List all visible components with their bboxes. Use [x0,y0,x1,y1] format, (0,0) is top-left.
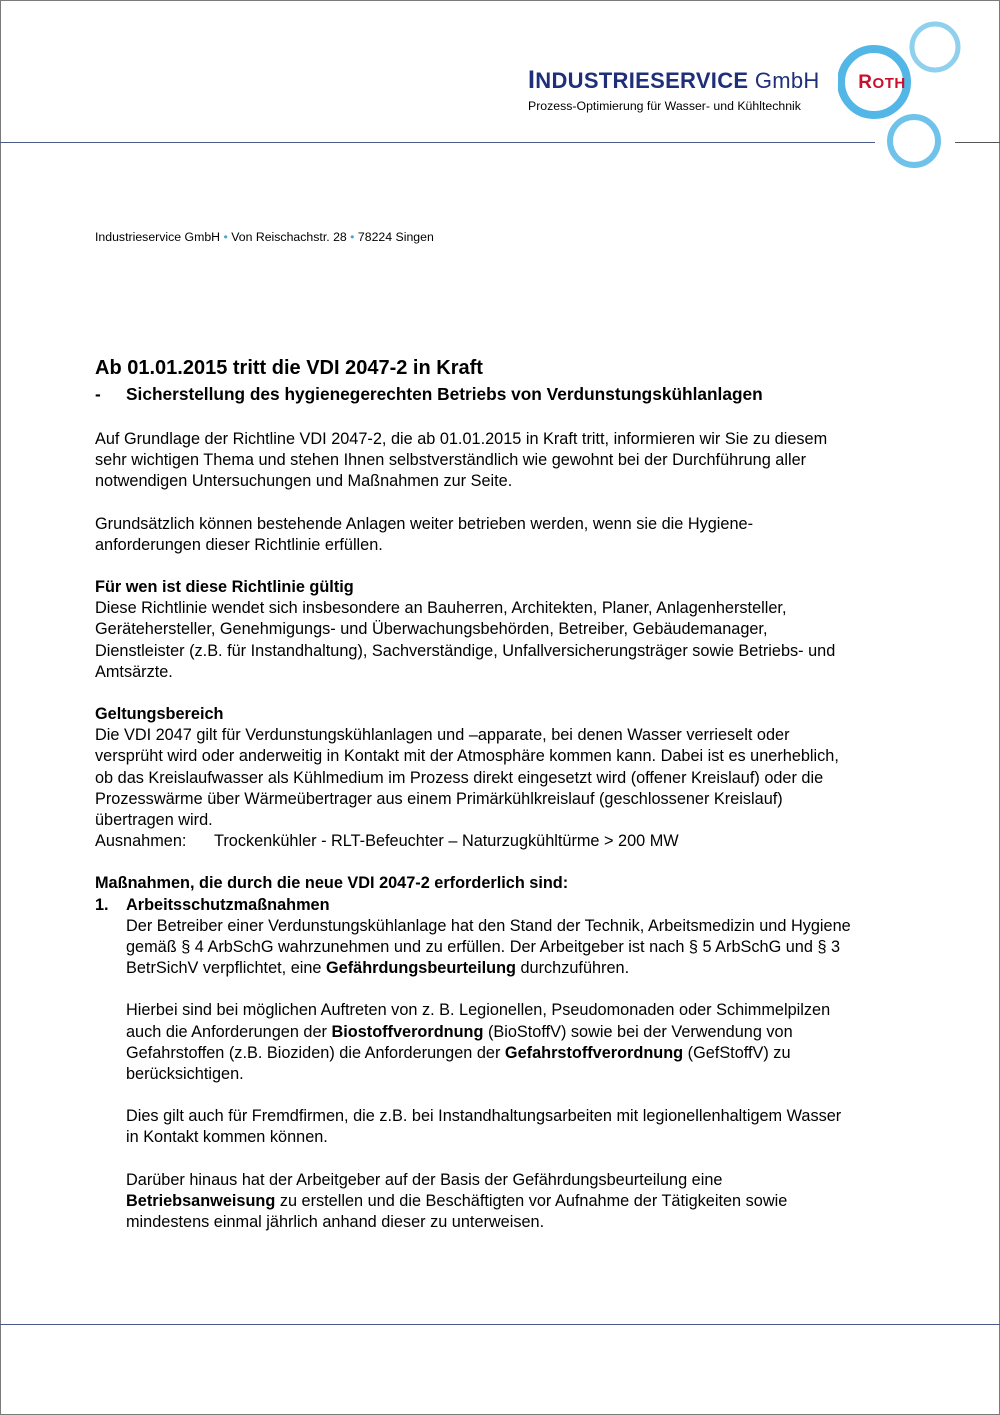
section-who-text: Diese Richtlinie wendet sich insbesondere an Bauherren, Architekten, Planer, Anlagenhersteller, Gerätehersteller, Genehmigungs- und Überwachungsbehörden, Betreiber, Gebäudemanager, Dienstleister (z.B. für Instandhaltung), Sachverständige, Unfallversicherungsträger sowie Betriebs- und Amtsärzte. [95,599,836,681]
intro-paragraph: Auf Grundlage der Richtline VDI 2047-2, die ab 01.01.2015 in Kraft tritt, informieren wir Sie zu diesem sehr wichtigen Thema und stehen Ihnen selbstverständlich wie gewohnt bei der Durchführung aller notwendigen Untersuchungen und Maßnahmen zur Seite. [95,430,828,491]
document-subtitle: - Sicherstellung des hygienegerechten Betriebs von Verdunstungskühlanlagen [95,384,763,404]
company-name: INDUSTRIESERVICE GmbH [528,66,820,94]
document-body [95,356,965,1233]
footer-divider [0,1324,1000,1325]
item1-paragraph-2: Hierbei sind bei möglichen Auftreten von z. B. Legionellen, Pseudomonaden oder Schimmelpilzen auch die Anforderungen der Biostoffverordnung (BioStoffV) sowie bei der Verwendung von Gefahrstoffen (z.B. Bioziden) die Anforderungen der Gefahrstoffverordnung (GefStoffV) zu berücksichtigen. [126,1001,831,1084]
item1-paragraph-3: Dies gilt auch für Fremdfirmen, die z.B. bei Instandhaltungsarbeiten mit legionellenhaltigem Wasser in Kontakt kommen können. [126,1107,842,1147]
exceptions-line: Ausnahmen: Trockenkühler - RLT-Befeuchter – Naturzugkühltürme > 200 MW [95,832,679,851]
item1-paragraph-1: Der Betreiber einer Verdunstungskühlanlage hat den Stand der Technik, Arbeitsmedizin und Hygiene gemäß § 4 ArbSchG wahrzunehmen und zu erfüllen. Der Arbeitgeber ist nach § 5 ArbSchG und § 3 BetrSichV verpflichtet, eine Gefährdungsbeurteilung durchzuführen. [126,916,851,978]
section-scope-text: Die VDI 2047 gilt für Verdunstungskühlanlagen und –apparate, bei denen Wasser verrieselt oder versprüht wird oder anderweitig in Kontakt mit der Atmosphäre kommen kann. Dabei ist es unerheblich, ob das Kreislaufwasser als Kühlmedium im Prozess direkt eingesetzt wird (offener Kreislauf) oder die Prozesswärme über Wärmeübertrager aus einem Primärkühlkreislauf (geschlossener Kreislauf) übertragen wird. [95,726,839,830]
section-heading-who: Für wen ist diese Richtlinie gültig [95,578,354,597]
roth-logo-text: ROTH [858,72,906,93]
header-divider-right [955,142,1000,143]
list-item-number: 1. [95,895,109,914]
company-tagline: Prozess-Optimierung für Wasser- und Kühltechnik [528,99,801,113]
sender-address: Industrieservice GmbH • Von Reischachstr. 28 • 78224 Singen [95,230,434,244]
section-heading-measures: Maßnahmen, die durch die neue VDI 2047-2 erforderlich sind: [95,874,569,893]
document-title: Ab 01.01.2015 tritt die VDI 2047-2 in Kraft [95,357,483,379]
section-heading-scope: Geltungsbereich [95,705,224,724]
basic-paragraph: Grundsätzlich können bestehende Anlagen weiter betrieben werden, wenn sie die Hygiene- anforderungen dieser Richtlinie erfüllen. [95,514,754,554]
item1-paragraph-4: Darüber hinaus hat der Arbeitgeber auf der Basis der Gefährdungsbeurteilung eine Betriebsanweisung zu erstellen und die Beschäftigten vor Aufnahme der Tätigkeiten sowie mindestens einmal jährlich anhand dieser zu unterweisen. [126,1170,788,1232]
list-item-1 [95,895,965,1234]
roth-logo-circles [838,20,970,170]
header-divider [0,142,875,143]
list-item-heading: Arbeitsschutzmaßnahmen [126,895,330,914]
